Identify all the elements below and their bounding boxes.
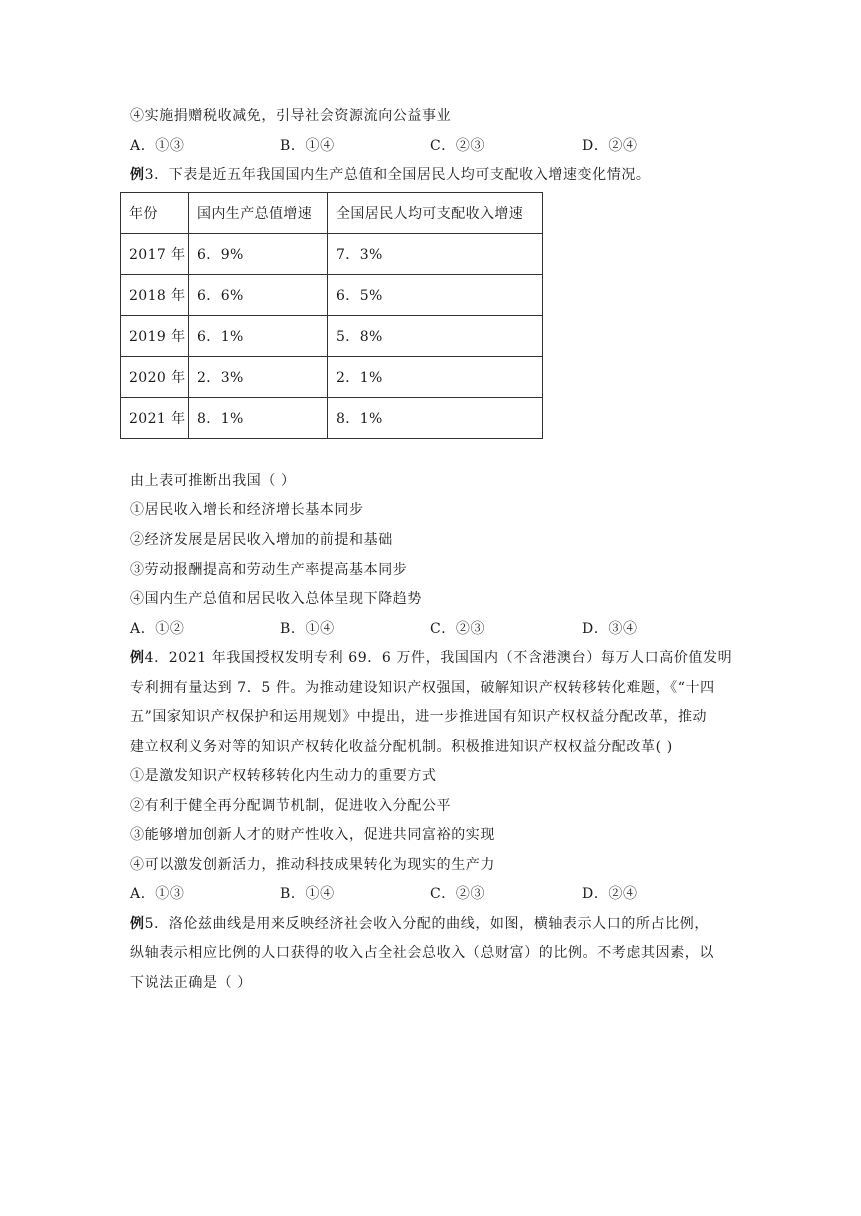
example-5-label: 例 <box>130 916 145 932</box>
table-cell: 2018 年 <box>121 275 189 316</box>
example-3-item-1: ①居民收入增长和经济增长基本同步 <box>130 502 364 518</box>
table-header-cell: 全国居民人均可支配收入增速 <box>328 193 543 234</box>
example-5-text: 5．洛伦兹曲线是用来反映经济社会收入分配的曲线，如图，横轴表示人口的所占比例， <box>144 916 709 932</box>
example-4-line-2: 专利拥有量达到 7．5 件。为推动建设知识产权强国，破解知识产权转移转化难题，《“十四 <box>130 680 715 696</box>
table-row <box>121 357 543 398</box>
table-row <box>121 234 543 275</box>
example-3-item-4: ④国内生产总值和居民收入总体呈现下降趋势 <box>130 591 422 607</box>
example-3-option-d: D．③④ <box>582 621 638 637</box>
example-4-item-4: ④可以激发创新活力，推动科技成果转化为现实的生产力 <box>130 857 495 873</box>
table-cell: 6．1% <box>189 316 328 357</box>
example-5-line-1 <box>130 913 709 933</box>
pre-option-a: A．①③ <box>130 138 185 154</box>
example-3-label: 例 <box>130 167 145 183</box>
table-cell: 5．8% <box>328 316 543 357</box>
table-cell: 2020 年 <box>121 357 189 398</box>
example-4-option-c: C．②③ <box>430 886 486 902</box>
table-cell: 2．3% <box>189 357 328 398</box>
example-3-text: 3．下表是近五年我国国内生产总值和全国居民人均可支配收入增速变化情况。 <box>144 167 651 183</box>
example-3-item-2: ②经济发展是居民收入增加的前提和基础 <box>130 532 393 548</box>
table-cell: 6．9% <box>189 234 328 275</box>
example-4-option-d: D．②④ <box>582 886 638 902</box>
example-4-item-1: ①是激发知识产权转移转化内生动力的重要方式 <box>130 768 437 784</box>
example-5-line-3: 下说法正确是（ ） <box>130 975 252 991</box>
example-5-line-2: 纵轴表示相应比例的人口获得的收入占全社会总收入（总财富）的比例。不考虑其因素，以 <box>130 945 714 961</box>
example-3-question: 由上表可推断出我国（ ） <box>130 473 296 489</box>
table-cell: 2017 年 <box>121 234 189 275</box>
pre-option-d: D．②④ <box>582 138 638 154</box>
table-cell: 2．1% <box>328 357 543 398</box>
example-3-option-b: B．①④ <box>280 621 335 637</box>
table-cell: 7．3% <box>328 234 543 275</box>
example-3-option-a: A．①② <box>130 621 185 637</box>
table-header-row <box>121 193 543 234</box>
example-4-option-a: A．①③ <box>130 886 185 902</box>
table-row <box>121 275 543 316</box>
table-cell: 6．5% <box>328 275 543 316</box>
table-cell: 2021 年 <box>121 398 189 439</box>
pre-option-c: C．②③ <box>430 138 486 154</box>
example-4-item-3: ③能够增加创新人才的财产性收入，促进共同富裕的实现 <box>130 827 495 843</box>
example-4-label: 例 <box>130 650 145 666</box>
table-row <box>121 398 543 439</box>
table-cell: 8．1% <box>328 398 543 439</box>
pre-option-b: B．①④ <box>280 138 335 154</box>
example-4-text: 4．2021 年我国授权发明专利 69．6 万件，我国国内（不含港澳台）每万人口高价值发明 <box>144 650 733 666</box>
table-cell: 2019 年 <box>121 316 189 357</box>
example-3-item-3: ③劳动报酬提高和劳动生产率提高基本同步 <box>130 562 408 578</box>
example-4-item-2: ②有利于健全再分配调节机制，促进收入分配公平 <box>130 798 452 814</box>
table-header-cell: 国内生产总值增速 <box>189 193 328 234</box>
example-4-line-3: 五”国家知识产权保护和运用规划》中提出，进一步推进国有知识产权权益分配改革，推动 <box>130 709 708 725</box>
table-row <box>121 316 543 357</box>
example-4-line-1 <box>130 647 732 667</box>
table-cell: 8．1% <box>189 398 328 439</box>
growth-table <box>120 192 543 439</box>
table-header-cell: 年份 <box>121 193 189 234</box>
example-4-option-b: B．①④ <box>280 886 335 902</box>
example-3-option-c: C．②③ <box>430 621 486 637</box>
example-3-intro <box>130 164 651 184</box>
example-4-line-4: 建立权利义务对等的知识产权转化收益分配机制。积极推进知识产权权益分配改革( ) <box>130 739 673 755</box>
pre-item-4: ④实施捐赠税收减免，引导社会资源流向公益事业 <box>130 108 452 124</box>
table-cell: 6．6% <box>189 275 328 316</box>
